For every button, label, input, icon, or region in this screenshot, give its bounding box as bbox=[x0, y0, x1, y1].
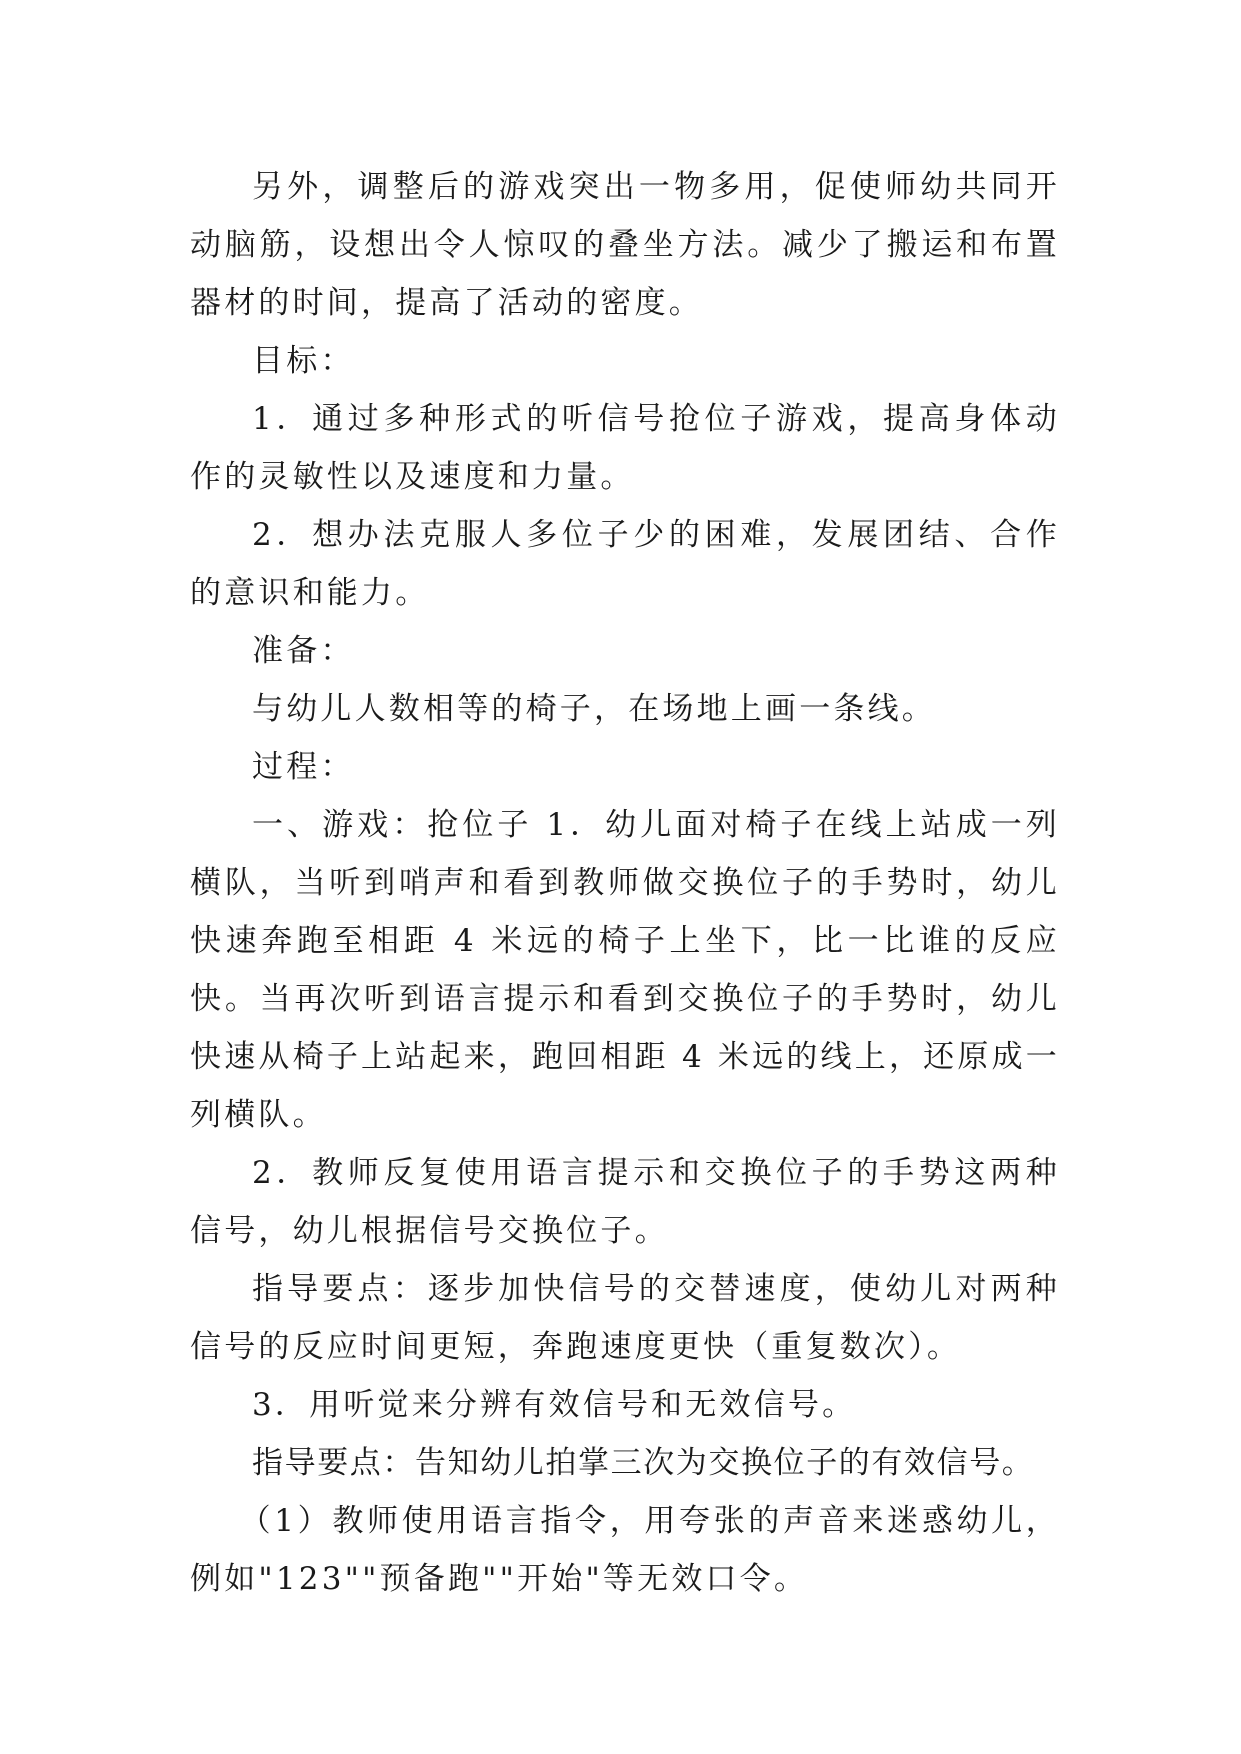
paragraph-goal-1: 1．通过多种形式的听信号抢位子游戏，提高身体动作的灵敏性以及速度和力量。 bbox=[190, 401, 1060, 495]
heading-process: 过程： bbox=[252, 749, 355, 785]
paragraph-preparation: 与幼儿人数相等的椅子，在场地上画一条线。 bbox=[252, 691, 936, 727]
heading-goals: 目标： bbox=[252, 343, 355, 379]
paragraph-intro: 另外，调整后的游戏突出一物多用，促使师幼共同开动脑筋，设想出令人惊叹的叠坐方法。减少了搬运和布置器材的时间，提高了活动的密度。 bbox=[190, 169, 1060, 321]
document-body bbox=[190, 158, 1060, 1608]
paragraph-step-1: （1）教师使用语言指令，用夸张的声音来迷惑幼儿，例如"123""预备跑""开始"等无效口令。 bbox=[190, 1503, 1060, 1597]
paragraph-process-3: 3．用听觉来分辨有效信号和无效信号。 bbox=[252, 1387, 857, 1423]
paragraph-goal-2: 2．想办法克服人多位子少的困难，发展团结、合作的意识和能力。 bbox=[190, 517, 1060, 611]
paragraph-guidance-1: 指导要点：逐步加快信号的交替速度，使幼儿对两种信号的反应时间更短，奔跑速度更快（重复数次）。 bbox=[190, 1271, 1060, 1365]
heading-preparation: 准备： bbox=[252, 633, 355, 669]
paragraph-process-1: 一、游戏：抢位子 1．幼儿面对椅子在线上站成一列横队，当听到哨声和看到教师做交换位子的手势时，幼儿快速奔跑至相距 4 米远的椅子上坐下，比一比谁的反应快。当再次听到语言提示和看到交换位子的手势时，幼儿快速从椅子上站起来，跑回相距 4 米远的线上，还原成一列横队。 bbox=[190, 807, 1060, 1133]
paragraph-guidance-2: 指导要点：告知幼儿拍掌三次为交换位子的有效信号。 bbox=[252, 1445, 1035, 1481]
paragraph-process-2: 2．教师反复使用语言提示和交换位子的手势这两种信号，幼儿根据信号交换位子。 bbox=[190, 1155, 1060, 1249]
